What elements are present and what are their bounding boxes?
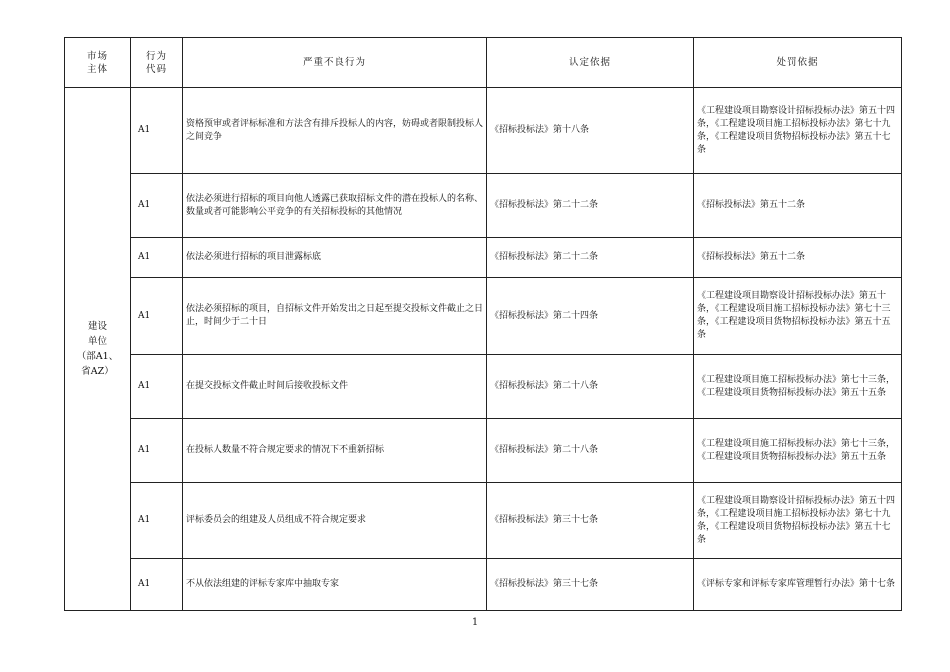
basis-cell: 《招标投标法》第二十八条 (487, 419, 694, 483)
behavior-cell: 在投标人数量不符合规定要求的情况下不重新招标 (183, 419, 487, 483)
header-behavior: 严重不良行为 (183, 38, 487, 88)
basis-cell: 《招标投标法》第十八条 (487, 88, 694, 174)
basis-cell: 《招标投标法》第二十八条 (487, 355, 694, 419)
behavior-code: A1 (131, 559, 183, 611)
table-header-row (65, 38, 902, 88)
penalty-cell: 《工程建设项目施工招标投标办法》第七十三条，《工程建设项目货物招标投标办法》第五十五条 (694, 355, 902, 419)
basis-cell: 《招标投标法》第三十七条 (487, 483, 694, 559)
table-row (65, 483, 902, 559)
table-row (65, 88, 902, 174)
header-basis: 认定依据 (487, 38, 694, 88)
behavior-code: A1 (131, 483, 183, 559)
penalty-cell: 《工程建设项目勘察设计招标投标办法》第五十四条，《工程建设项目施工招标投标办法》第七十九条，《工程建设项目货物招标投标办法》第五十七条 (694, 88, 902, 174)
header-subject: 市场 主体 (65, 38, 131, 88)
behavior-code: A1 (131, 174, 183, 238)
behavior-cell: 依法必须进行招标的项目泄露标底 (183, 238, 487, 278)
penalty-cell: 《招标投标法》第五十二条 (694, 238, 902, 278)
behavior-code: A1 (131, 278, 183, 355)
behavior-code: A1 (131, 238, 183, 278)
basis-cell: 《招标投标法》第二十二条 (487, 174, 694, 238)
behavior-cell: 在提交投标文件截止时间后接收投标文件 (183, 355, 487, 419)
table-row (65, 559, 902, 611)
header-code: 行为 代码 (131, 38, 183, 88)
behavior-cell: 依法必须招标的项目，自招标文件开始发出之日起至提交投标文件截止之日止，时间少于二十日 (183, 278, 487, 355)
behavior-code: A1 (131, 419, 183, 483)
table-row (65, 174, 902, 238)
behavior-code: A1 (131, 355, 183, 419)
market-subject-cell: 建设 单位 （部A1、 省AZ） (65, 88, 131, 611)
violations-table (64, 37, 902, 611)
behavior-cell: 不从依法组建的评标专家库中抽取专家 (183, 559, 487, 611)
header-penalty: 处罚依据 (694, 38, 902, 88)
behavior-cell: 依法必须进行招标的项目向他人透露已获取招标文件的潜在投标人的名称、数量或者可能影响公平竞争的有关招标投标的其他情况 (183, 174, 487, 238)
penalty-cell: 《评标专家和评标专家库管理暂行办法》第十七条 (694, 559, 902, 611)
table-row (65, 238, 902, 278)
table-row (65, 278, 902, 355)
penalty-cell: 《工程建设项目勘察设计招标投标办法》第五十条，《工程建设项目施工招标投标办法》第七十三条，《工程建设项目货物招标投标办法》第五十五条 (694, 278, 902, 355)
behavior-code: A1 (131, 88, 183, 174)
table-row (65, 355, 902, 419)
table-row (65, 419, 902, 483)
penalty-cell: 《招标投标法》第五十二条 (694, 174, 902, 238)
penalty-cell: 《工程建设项目勘察设计招标投标办法》第五十四条，《工程建设项目施工招标投标办法》第七十九条，《工程建设项目货物招标投标办法》第五十七条 (694, 483, 902, 559)
penalty-cell: 《工程建设项目施工招标投标办法》第七十三条，《工程建设项目货物招标投标办法》第五十五条 (694, 419, 902, 483)
behavior-cell: 资格预审或者评标标准和方法含有排斥投标人的内容，妨碍或者限制投标人之间竞争 (183, 88, 487, 174)
behavior-cell: 评标委员会的组建及人员组成不符合规定要求 (183, 483, 487, 559)
page-number: 1 (471, 617, 479, 628)
basis-cell: 《招标投标法》第二十二条 (487, 238, 694, 278)
basis-cell: 《招标投标法》第三十七条 (487, 559, 694, 611)
basis-cell: 《招标投标法》第二十四条 (487, 278, 694, 355)
